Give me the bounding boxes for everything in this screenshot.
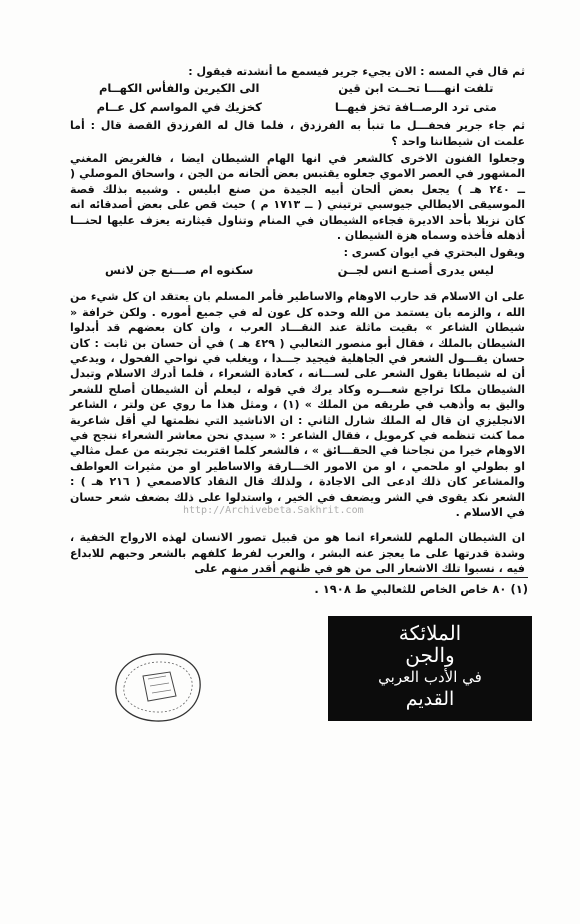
article-body xyxy=(70,64,525,579)
footnote-divider xyxy=(230,577,528,578)
paragraph-2: ثم جاء جرير فحفـــل ما تنبأ به الفرزدق ، فلما قال له الفرزدق القصة قال : أما علمت ان شيطاننا واحد ؟ xyxy=(70,119,525,148)
paragraph-gap xyxy=(70,281,525,289)
paragraph-6: ان الشيطان الملهم للشعراء انما هو من قبيل تصور الانسان لهذه الارواح الخفية ، وشدة قدرتها على ما يعجز عنه البشر ، والعرب لفرط كلفهم بالشعر وحبهم للابداع فيه ، نسبوا تلك الاشعار الى من هو في ظنهم أقدر منهم على xyxy=(70,531,525,576)
book-title-line-3: في الأدب العربي xyxy=(378,668,482,686)
paragraph-4: ويقول البحتري في ايوان كسرى : xyxy=(343,246,525,260)
paragraph-gap xyxy=(70,522,525,530)
stamp-seal-icon xyxy=(108,646,208,728)
book-title-line-4: القديم xyxy=(405,688,455,710)
verse-hemistich-left: كخزيك في المواسم كل عــام xyxy=(96,99,262,114)
paragraph-3: وجعلوا الفنون الاخرى كالشعر في انها الهام الشيطان ايضا ، فالغريض المغني المشهور في العصر الاموي جعلوه يقتبس بعض ألحانه من الجن ، واسحاق الموصلي ( ــ ٢٤٠ هـ ) يجعل بعض ألحان أبيه الجيدة من صنع ابليس . وشبيه بذلك قصة الموسيقى الايطالي جيوسبي ترتيني ( ــ ١٧١٣ م ) حيث قص على بعض أصدقائه انه كان نزيلا بأحد الاديرة فجاءه الشيطان في المنام وتناول قيثارته يعزف عليها لحنـــا أذهله فأخذه وسماه هزة الشيطان . xyxy=(70,152,525,243)
verse-hemistich-right: متى ترد الرصــافة تخز فيهــا xyxy=(334,99,497,114)
paragraph-1: ثم قال في المسه : الان يجيء جرير فيسمع ما أنشدته فيقول : xyxy=(188,65,525,78)
verse-line-2 xyxy=(70,100,525,115)
archive-watermark: http://Archivebeta.Sakhrit.com xyxy=(183,505,364,516)
verse-hemistich-right: ليس يدرى أصنـع انس لجــن xyxy=(337,262,494,277)
book-cover-label xyxy=(328,616,532,721)
verse-line-3 xyxy=(70,263,525,278)
verse-hemistich-right: تلفت انهــــا تحــت ابن قين xyxy=(338,81,494,96)
verse-hemistich-left: الى الكيرين والفأس الكهــام xyxy=(99,81,260,96)
paragraph-5: على ان الاسلام قد حارب الاوهام والاساطير فأمر المسلم بان يعتقد ان كل شيء من الله ، والزمه بان يستمد من الله وحده كل عون له في جميع أموره . ولكن خرافة « شيطان الشاعر » بقيت ماثلة عند النقـــاد العرب ، وان كان بعضهم قد أبدلوا الشيطان بالملك ، فقال أبو منصور الثعالبي ( ٤٢٩ هـ ) في أن حسان بن ثابت : كان حسان يقـــول الشعر في الجاهلية فيجيد جـــدا ، ويغلب في نواحي الفحول ، ويدعي أن له شيطانا يقول الشعر على لســـانه ، كعادة الشعراء ، فلما أدرك الاسلام وتبدل الشيطان ملكا تراجع شعـــره وكاد يرك في قوله ، ليعلم أن الشيطان أصلح للشعر واليق به وأذهب في طريقه من الملك » (١) ، ومثل هذا ما روي عن ولتر ، الشاعر الانجليزي ان قال له الملك شارل الثاني : ان الاناشيد التي نظمتها لي أقل شاعرية مما كنت تنظمه في كرمويل ، فقال الشاعر : « سيدي نحن معاشر الشعراء ننجح في الاوهام خيرا من نجاحنا في الحقـــائق » ، فالشعر كلما اقتربت تجربته من عمل مثالي او بطولي او ملحمي ، او من الامور الخـــارقة والاساطير او من مثيرات العواطف والمشاعر كان ذلك ادعى الى الاجادة ، ولذلك قال النقاد كالاصمعي ( ٢١٦ هـ ) : الشعر نكد يقوى في الشر ويضعف في الخير ، واستدلوا على ذلك بضعف شعر حسان في الاسلام . xyxy=(70,290,525,519)
verse-line-1 xyxy=(70,81,525,96)
footnote: (١) ٨٠ خاص الخاص للثعالبي ط ١٩٠٨ . xyxy=(314,582,528,596)
book-title-line-2: والجن xyxy=(405,643,455,667)
book-title-line-1: الملائكة xyxy=(398,621,462,645)
verse-hemistich-left: سكنوه ام صـــنع جن لانس xyxy=(105,262,254,277)
